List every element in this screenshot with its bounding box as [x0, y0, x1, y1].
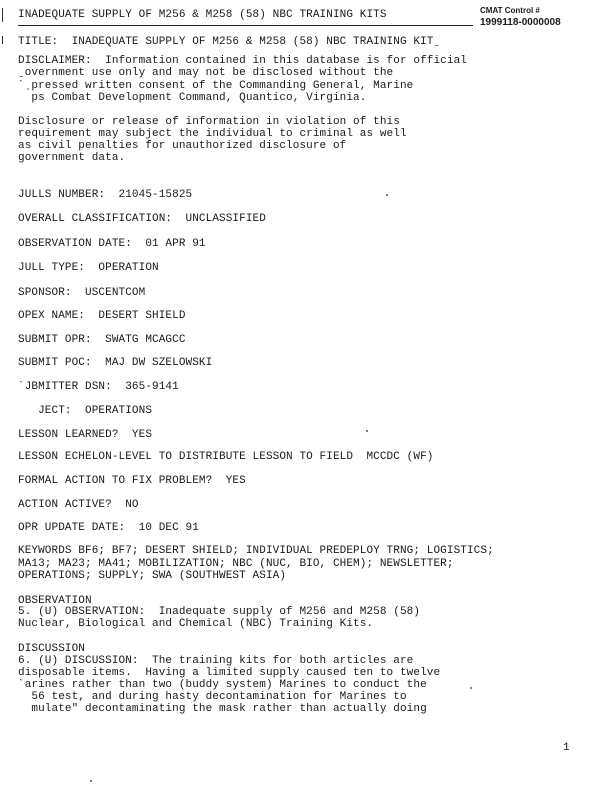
keywords-line: MA13; MA23; MA41; MOBILIZATION; NBC (NUC, BIO, CHEM); NEWSLETTER; [18, 558, 454, 570]
disclaimer-line: ps Combat Development Command, Quantico, Virginia. [18, 92, 367, 104]
observation-heading: OBSERVATION [18, 595, 92, 607]
scan-speck [90, 780, 92, 782]
running-header: INADEQUATE SUPPLY OF M256 & M258 (58) NBC TRAINING KITS [18, 9, 387, 21]
discussion-heading: DISCUSSION [18, 643, 86, 655]
header-rule [18, 25, 473, 26]
field-submitter-dsn: ˋJBMITTER DSN: 365-9141 [18, 381, 179, 393]
field-overall-classification: OVERALL CLASSIFICATION: UNCLASSIFIED [18, 213, 266, 225]
discussion-line: ˋarines rather than two (buddy system) Marines to conduct the [18, 679, 427, 691]
disclosure-line: requirement may subject the individual to criminal as well [18, 128, 407, 140]
field-submit-opr: SUBMIT OPR: SWATG MCAGCC [18, 334, 186, 346]
field-lesson-learned: LESSON LEARNED? YES [18, 429, 153, 441]
field-subject: JECT: OPERATIONS [18, 405, 153, 417]
field-opex-name: OPEX NAME: DESERT SHIELD [18, 310, 186, 322]
field-jull-type: JULL TYPE: OPERATION [18, 262, 159, 274]
field-lesson-echelon: LESSON ECHELON-LEVEL TO DISTRIBUTE LESSON TO FIELD MCCDC (WF) [18, 451, 434, 463]
discussion-line: 56 test, and during hasty decontamination for Marines to [18, 691, 407, 703]
field-sponsor: SPONSOR: USCENTCOM [18, 287, 146, 299]
discussion-line: mulate" decontaminating the mask rather than actually doing [18, 703, 427, 715]
cmat-control-label: CMAT Control # [480, 6, 540, 15]
scan-speck [386, 194, 388, 196]
discussion-line: disposable items. Having a limited supply caused ten to twelve [18, 667, 441, 679]
page-number: 1 [563, 742, 570, 754]
document-title: TITLE: INADEQUATE SUPPLY OF M256 & M258 (58) NBC TRAINING KITˍ [18, 36, 441, 48]
field-julls-number: JULLS NUMBER: 21045-15825 [18, 189, 193, 201]
keywords-line: OPERATIONS; SUPPLY; SWA (SOUTHWEST ASIA) [18, 570, 287, 582]
observation-line: Nuclear, Biological and Chemical (NBC) Training Kits. [18, 618, 374, 630]
disclosure-line: government data. [18, 152, 126, 164]
field-formal-action: FORMAL ACTION TO FIX PROBLEM? YES [18, 475, 246, 487]
field-observation-date: OBSERVATION DATE: 01 APR 91 [18, 238, 206, 250]
discussion-line: 6. (U) DISCUSSION: The training kits for both articles are [18, 655, 414, 667]
scan-edge-mark [2, 36, 3, 44]
disclaimer-line: ˍovernment use only and may not be disclosed without the [18, 67, 394, 79]
scan-edge-mark [2, 8, 3, 22]
disclaimer-line: ˋˎpressed written consent of the Commanding General, Marine [18, 80, 414, 92]
disclosure-line: as civil penalties for unauthorized disclosure of [18, 140, 347, 152]
keywords-line: KEYWORDS BF6; BF7; DESERT SHIELD; INDIVIDUAL PREDEPLOY TRNG; LOGISTICS; [18, 545, 494, 557]
scan-speck [470, 687, 472, 689]
scan-speck [366, 430, 368, 432]
cmat-control-number: 1999118-0000008 [480, 17, 561, 28]
observation-line: 5. (U) OBSERVATION: Inadequate supply of M256 and M258 (58) [18, 606, 421, 618]
field-submit-poc: SUBMIT POC: MAJ DW SZELOWSKI [18, 357, 213, 369]
disclaimer-line: DISCLAIMER: Information contained in this database is for official [18, 55, 467, 67]
field-action-active: ACTION ACTIVE? NO [18, 499, 139, 511]
field-opr-update-date: OPR UPDATE DATE: 10 DEC 91 [18, 522, 199, 534]
disclosure-line: Disclosure or release of information in violation of this [18, 116, 400, 128]
